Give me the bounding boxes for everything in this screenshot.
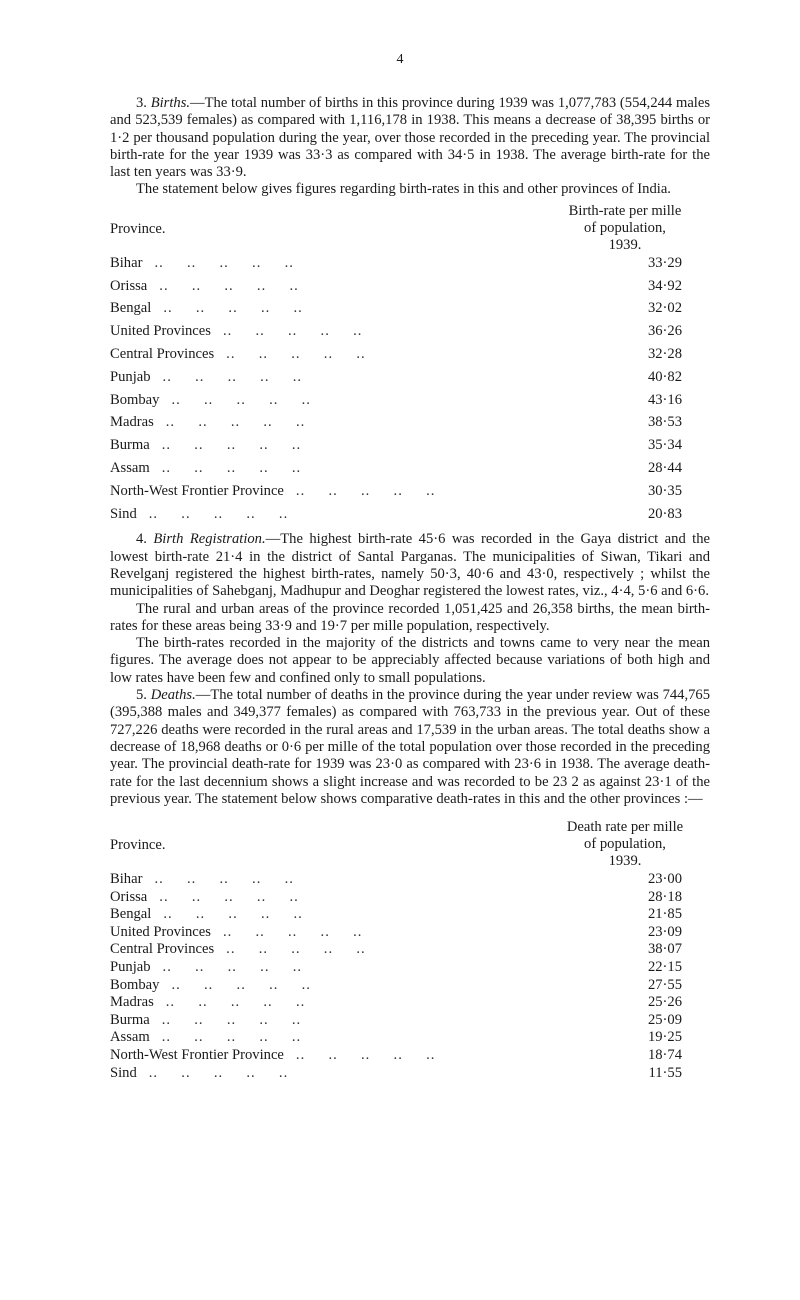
dot-leader: .. .. .. .. .. [148,1064,289,1081]
header-line: Death rate per mille [566,819,684,836]
rate-value: 23·00 [647,871,682,888]
dot-leader: .. .. .. .. .. [171,391,311,408]
dot-leader: .. .. .. .. .. [222,923,363,940]
province-name: Burma [110,437,150,454]
dot-leader: .. .. .. .. .. [163,906,303,923]
column-header-rate [540,819,710,870]
paragraph: The statement below gives figures regarding birth-rates in this and other provinces of India. [136,181,671,198]
header-line: 1939. [608,853,642,870]
dot-leader: .. .. .. .. .. [171,976,311,993]
rate-value: 35·34 [647,437,682,454]
table-row [110,871,710,889]
rate-value: 22·15 [647,959,682,976]
province-name: Bengal [110,300,152,317]
dot-leader: .. .. .. .. .. [165,414,306,431]
rate-value: 33·29 [647,254,682,271]
rate-value: 38·53 [647,414,682,431]
dot-leader: .. .. .. .. .. [154,254,294,271]
province-name: Madras [110,414,154,431]
column-header-rate [540,203,710,254]
paragraph-text: —The highest birth-rate 45·6 was recorded in the Gaya district and the lowest birth-rate 21·4 in the district of Santal Parganas. The municipalities of Siwan, Tikari and Revelganj registered the highest birth-rates, namely 50·3, 40·6 and 43·0, respectively ; whilst the municipalities of Sahebganj, Madhupur and Deoghar registered the lowest rates, viz., 4·4, 5·6 and 6·6. [110,531,711,600]
rate-value: 34·92 [647,277,682,294]
header-line: of population, [584,219,666,236]
page-content [110,95,710,1085]
header-line: Birth-rate per mille [568,202,682,219]
deaths-paragraph [110,687,710,808]
table-row [110,924,710,942]
table-row [110,369,710,392]
table-body [110,255,710,529]
dot-leader: .. .. .. .. .. [154,871,294,888]
section-number: 4. [136,531,147,548]
registration-paragraph [110,531,710,600]
table-row [110,346,710,369]
rate-value: 43·16 [647,391,682,408]
table-row [110,1065,710,1083]
section-title: Deaths. [150,687,196,704]
province-name: Punjab [110,368,151,385]
page-number: 4 [396,52,404,67]
column-header-province: Province. [110,837,166,854]
rate-value: 32·28 [647,345,682,362]
rate-value: 23·09 [647,923,682,940]
table-row [110,323,710,346]
province-name: Sind [110,1064,137,1081]
paragraph: The birth-rates recorded in the majority of the districts and towns came to very near the mean figures. The average does not appear to be appreciably affected because variations of both high and low rates have been few and confined only to small populations. [110,635,710,686]
paragraph-text: —The total number of deaths in the province during the year under review was 744,765 (395,388 males and 349,377 females) as compared with 763,733 in the previous year. Out of these 727,226 deaths were recorded in the rural areas and 17,539 in the urban areas. The total deaths show a decrease of 18,968 deaths or 0·6 per mille of the total population over those recorded in the preceding year. The provincial death-rate for 1939 was 23·0 as compared with 23·6 in 1938. The average death-rate for the last decennium shows a slight increase and was recorded to be 23 2 as against 23·1 of the previous year. The statement below shows comparative death-rates in this and the other provinces :— [110,687,710,807]
dot-leader: .. .. .. .. .. [226,345,366,362]
province-name: Central Provinces [110,941,215,958]
section-title: Birth Registration. [153,531,266,548]
rate-value: 28·44 [647,459,682,476]
rate-value: 11·55 [648,1064,682,1081]
dot-leader: .. .. .. .. .. [162,959,302,976]
rate-value: 25·26 [647,994,682,1011]
dot-leader: .. .. .. .. .. [226,941,366,958]
table-row [110,959,710,977]
province-name: United Provinces [110,923,211,940]
table-row [110,1012,710,1030]
rate-value: 20·83 [647,505,682,522]
rate-value: 19·25 [647,1029,682,1046]
table-row [110,994,710,1012]
rate-value: 28·18 [647,888,682,905]
table-header [110,203,710,255]
paragraph: The rural and urban areas of the province recorded 1,051,425 and 26,358 births, the mean birth-rates for these areas being 33·9 and 19·7 per mille population, respectively. [110,600,710,634]
province-name: Burma [110,1011,150,1028]
province-name: North-West Frontier Province [110,1047,284,1064]
dot-leader: .. .. .. .. .. [295,482,436,499]
dot-leader: .. .. .. .. .. [161,459,302,476]
province-name: Bombay [110,976,160,993]
table-row [110,483,710,506]
dot-leader: .. .. .. .. .. [148,505,289,522]
table-row [110,506,710,529]
province-name: Punjab [110,959,151,976]
province-name: Central Provinces [110,345,215,362]
rate-value: 40·82 [647,368,682,385]
rate-value: 36·26 [647,323,682,340]
dot-leader: .. .. .. .. .. [161,1029,302,1046]
section-number: 3. [136,95,147,111]
table-row [110,255,710,278]
rate-value: 38·07 [647,941,682,958]
province-name: Bombay [110,391,160,408]
table-row [110,941,710,959]
table-row [110,906,710,924]
dot-leader: .. .. .. .. .. [159,888,299,905]
section-number: 5. [136,687,147,704]
dot-leader: .. .. .. .. .. [159,277,299,294]
table-row [110,460,710,483]
province-name: Bihar [110,871,143,888]
province-name: Bengal [110,906,152,923]
table-row [110,1047,710,1065]
rate-value: 30·35 [647,482,682,499]
section-title: Births. [150,95,191,111]
birth-rate-table [110,203,710,529]
header-line: of population, [584,836,666,853]
dot-leader: .. .. .. .. .. [165,994,306,1011]
header-line: 1939. [608,236,642,253]
death-rate-table [110,819,710,1082]
dot-leader: .. .. .. .. .. [295,1047,436,1064]
table-row [110,278,710,301]
province-name: Sind [110,505,137,522]
table-body [110,871,710,1082]
province-name: Assam [110,459,150,476]
table-row [110,414,710,437]
dot-leader: .. .. .. .. .. [161,1011,302,1028]
rate-value: 32·02 [647,300,682,317]
births-paragraph [110,95,710,181]
rate-value: 21·85 [647,906,682,923]
province-name: United Provinces [110,323,211,340]
table-row [110,889,710,907]
paragraph-text: —The total number of births in this province during 1939 was 1,077,783 (554,244 males and 523,539 females) as compared with 1,116,178 in 1938. This means a decrease of 38,395 births or 1·2 per thousand population during the year, over those recorded in the preceding year. The provincial birth-rate for the year 1939 was 33·3 as compared with 34·5 in 1938. The average birth-rate for the last ten years was 33·9. [110,95,711,181]
province-name: Bihar [110,254,143,271]
rate-value: 25·09 [647,1011,682,1028]
province-name: North-West Frontier Province [110,482,284,499]
province-name: Madras [110,994,154,1011]
column-header-province: Province. [110,220,166,237]
province-name: Orissa [110,277,148,294]
dot-leader: .. .. .. .. .. [222,323,363,340]
table-header [110,819,710,871]
dot-leader: .. .. .. .. .. [162,368,302,385]
table-row [110,437,710,460]
rate-value: 27·55 [647,976,682,993]
dot-leader: .. .. .. .. .. [161,437,302,454]
table-row [110,977,710,995]
table-row [110,1029,710,1047]
province-name: Orissa [110,888,148,905]
province-name: Assam [110,1029,150,1046]
table-row [110,300,710,323]
table-row [110,392,710,415]
dot-leader: .. .. .. .. .. [163,300,303,317]
rate-value: 18·74 [647,1047,682,1064]
